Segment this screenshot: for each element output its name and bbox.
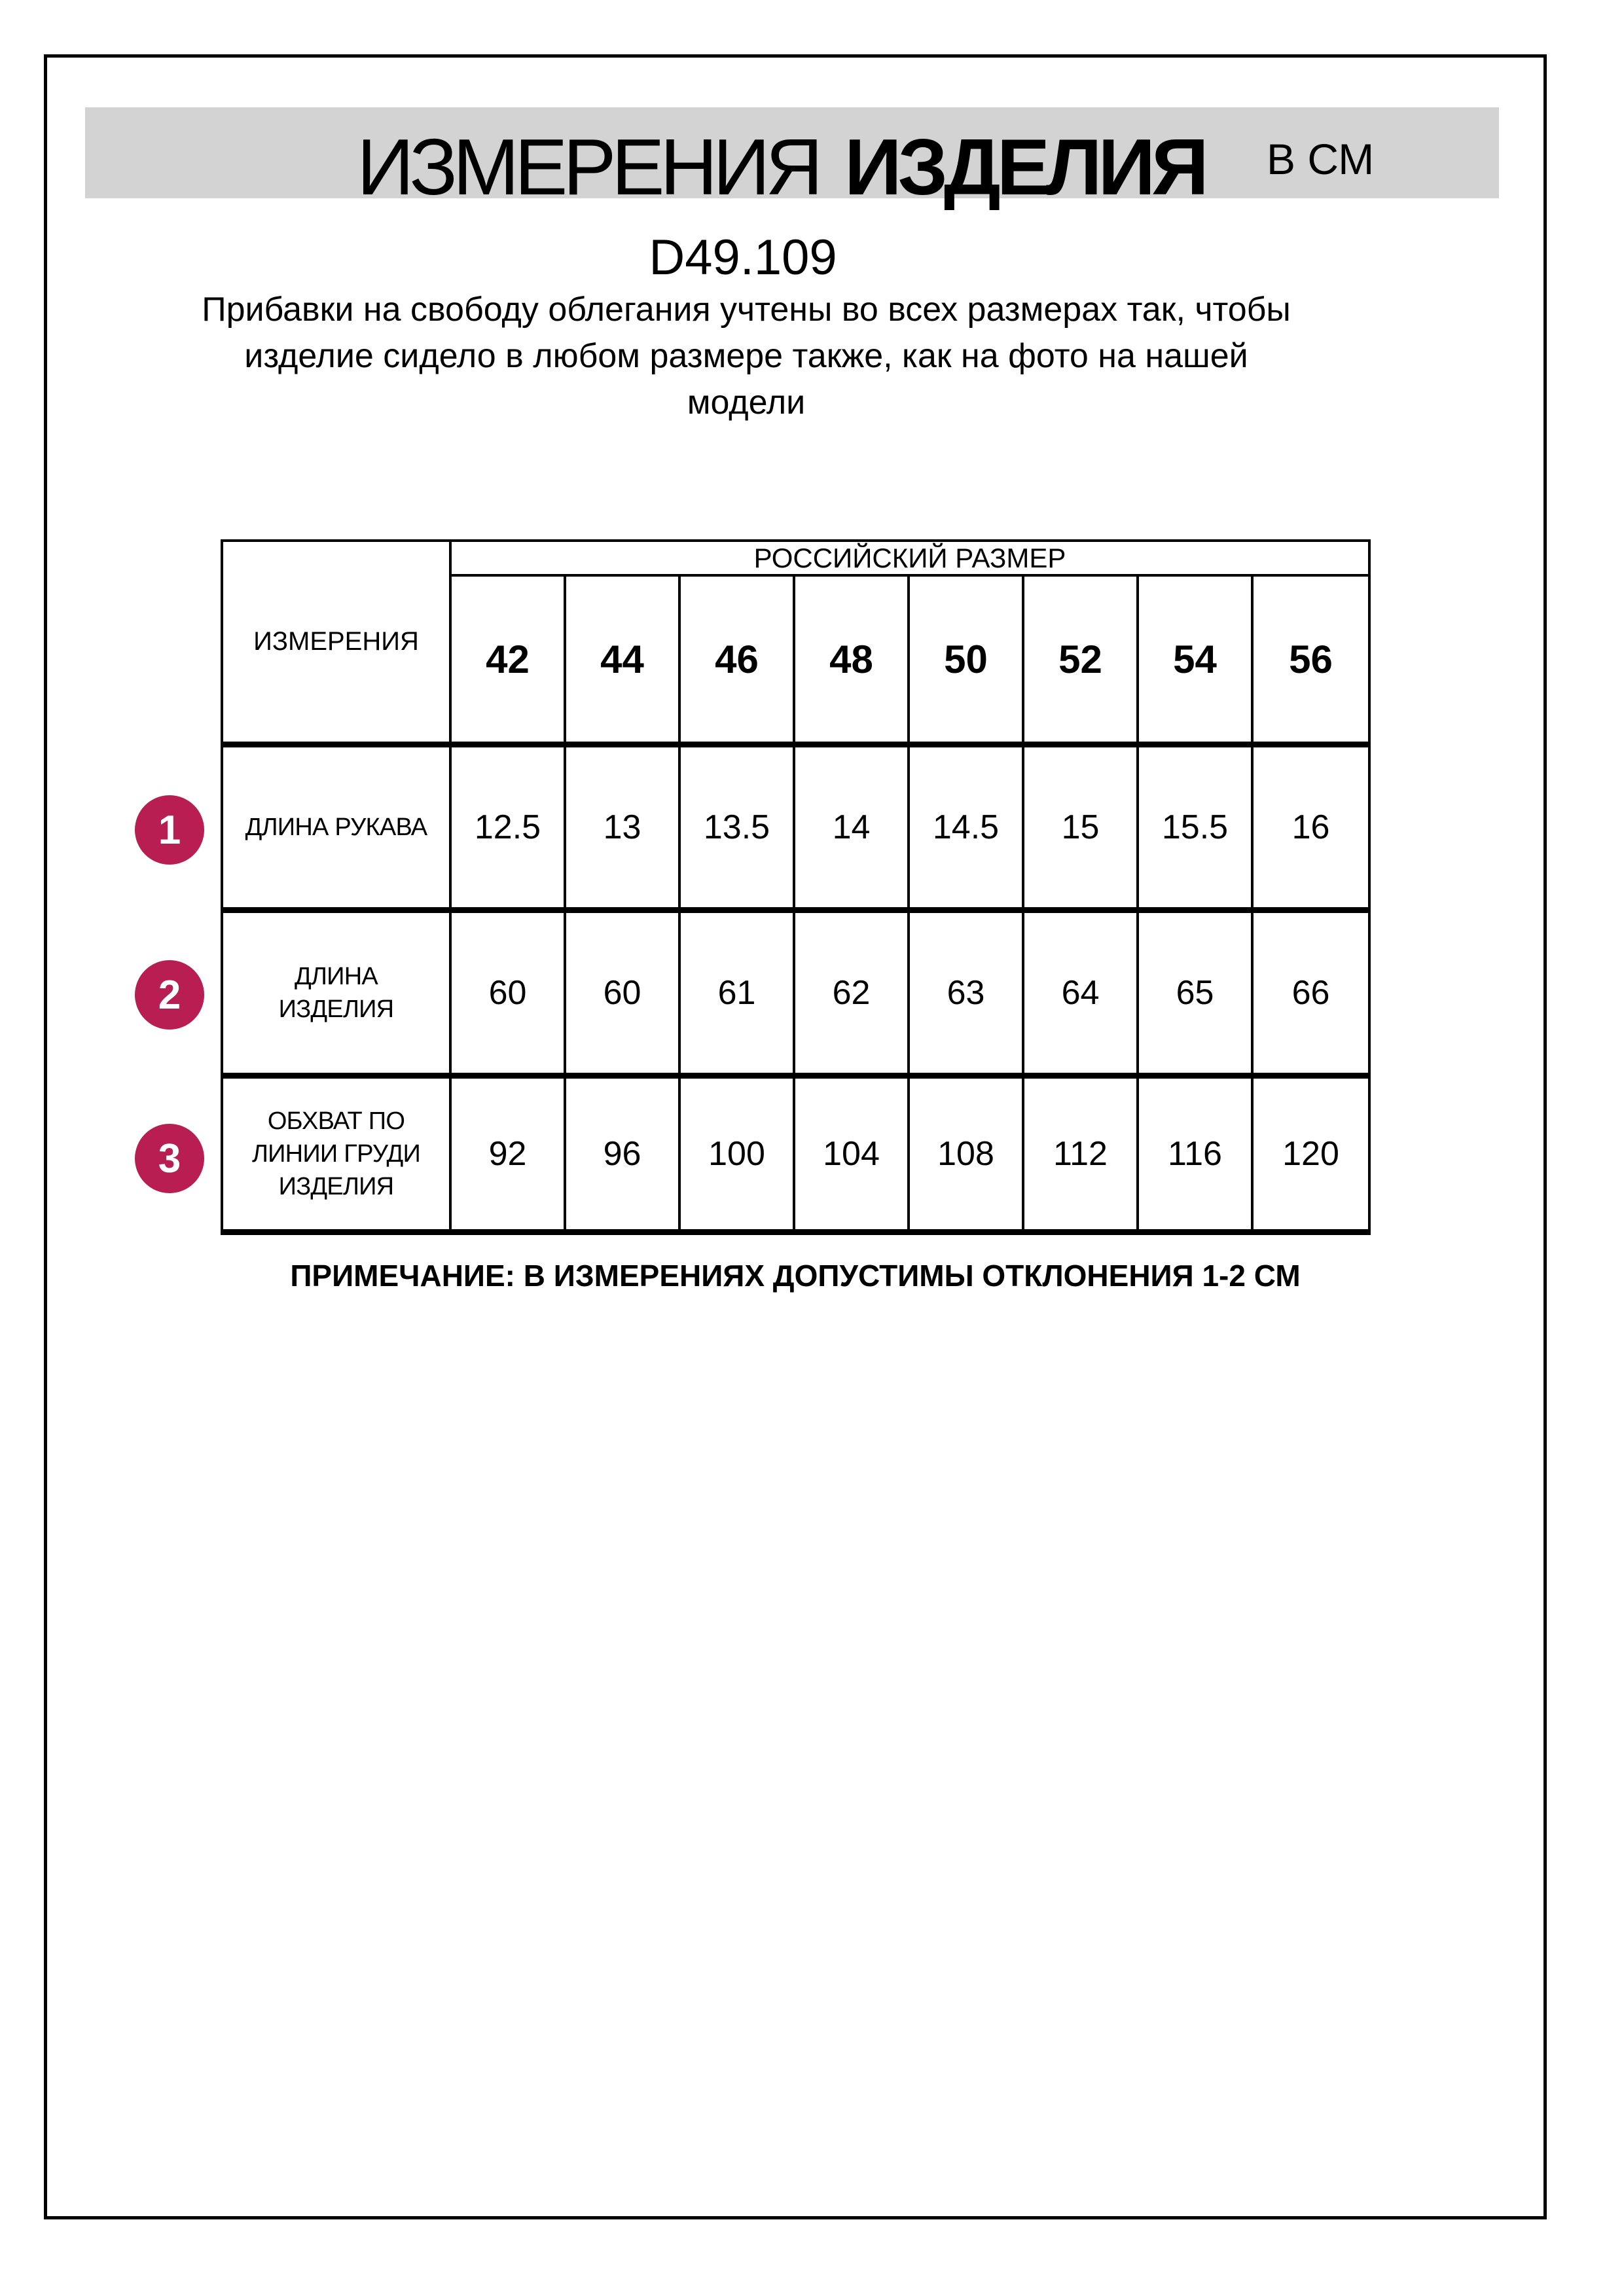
value-cell: 13.5 xyxy=(681,747,795,913)
value-cell: 100 xyxy=(681,1079,795,1229)
value-cell: 66 xyxy=(1254,913,1368,1079)
row-label-chest-girth: ОБХВАТ ПО ЛИНИИ ГРУДИ ИЗДЕЛИЯ xyxy=(223,1079,452,1229)
size-column-header-42: 42 xyxy=(452,577,566,747)
value-cell: 96 xyxy=(566,1079,681,1229)
tolerance-note: ПРИМЕЧАНИЕ: В ИЗМЕРЕНИЯХ ДОПУСТИМЫ ОТКЛОНЕНИЯ 1-2 СМ xyxy=(290,1259,1301,1293)
size-column-header-46: 46 xyxy=(681,577,795,747)
value-cell: 15.5 xyxy=(1139,747,1254,913)
value-cell: 16 xyxy=(1254,747,1368,913)
fit-description xyxy=(170,287,1322,426)
row-number-badge-1: 1 xyxy=(135,795,204,865)
value-cell: 13 xyxy=(566,747,681,913)
value-cell: 12.5 xyxy=(452,747,566,913)
russian-size-header: РОССИЙСКИЙ РАЗМЕР xyxy=(452,542,1368,577)
row-number-badge-3: 3 xyxy=(135,1124,204,1193)
value-cell: 112 xyxy=(1024,1079,1139,1229)
value-cell: 60 xyxy=(452,913,566,1079)
value-cell: 14.5 xyxy=(910,747,1024,913)
value-cell: 15 xyxy=(1024,747,1139,913)
fit-description-line: модели xyxy=(687,384,806,422)
page-title-unit: В СМ xyxy=(1267,135,1375,183)
table-corner-header: ИЗМЕРЕНИЯ xyxy=(223,542,452,747)
value-cell: 108 xyxy=(910,1079,1024,1229)
size-column-header-44: 44 xyxy=(566,577,681,747)
value-cell: 64 xyxy=(1024,913,1139,1079)
value-cell: 104 xyxy=(795,1079,910,1229)
value-cell: 62 xyxy=(795,913,910,1079)
value-cell: 65 xyxy=(1139,913,1254,1079)
size-column-header-56: 56 xyxy=(1254,577,1368,747)
size-column-header-52: 52 xyxy=(1024,577,1139,747)
fit-description-line: Прибавки на свободу облегания учтены во всех размерах так, чтобы xyxy=(202,291,1291,329)
row-label-sleeve-length: ДЛИНА РУКАВА xyxy=(223,747,452,913)
title-bar xyxy=(85,107,1499,211)
row-label-product-length: ДЛИНА ИЗДЕЛИЯ xyxy=(223,913,452,1079)
value-cell: 61 xyxy=(681,913,795,1079)
page-title-word-product: ИЗДЕЛИЯ xyxy=(844,122,1205,211)
size-column-header-54: 54 xyxy=(1139,577,1254,747)
model-code: D49.109 xyxy=(649,230,837,285)
value-cell: 60 xyxy=(566,913,681,1079)
value-cell: 120 xyxy=(1282,1135,1339,1173)
row-number-badge-2: 2 xyxy=(135,960,204,1030)
size-column-header-48: 48 xyxy=(795,577,910,747)
value-cell: 63 xyxy=(910,913,1024,1079)
value-cell: 14 xyxy=(795,747,910,913)
value-cell: 116 xyxy=(1139,1079,1254,1229)
size-column-header-50: 50 xyxy=(910,577,1024,747)
fit-description-line: изделие сидело в любом размере также, как на фото на нашей xyxy=(244,337,1248,375)
size-measurements-table xyxy=(221,539,1371,1235)
value-cell: 92 xyxy=(452,1079,566,1229)
page-title-word-measurements: ИЗМЕРЕНИЯ xyxy=(357,122,819,211)
